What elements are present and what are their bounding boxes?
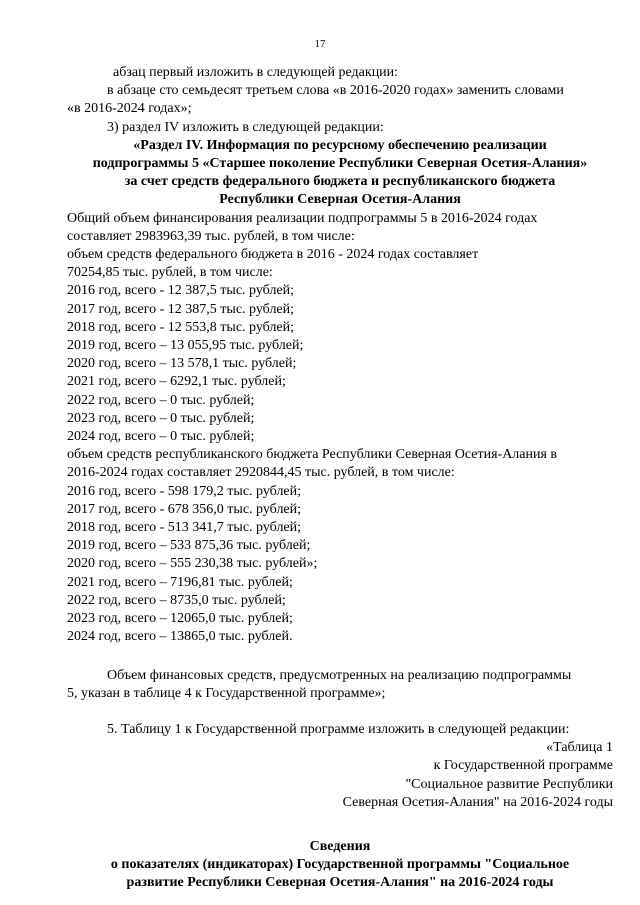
section-heading-line: Республики Северная Осетия-Алания — [219, 192, 461, 208]
info-heading-title: Сведения — [309, 838, 371, 854]
table-caption-line: "Социальное развитие Республики — [405, 776, 613, 792]
total-line-1: Общий объем финансирования реализации подпрограммы 5 в 2016-2024 годах — [67, 210, 538, 226]
federal-year-item: 2023 год, всего – 0 тыс. рублей; — [67, 410, 255, 426]
section-heading-line: «Раздел IV. Информация по ресурсному обеспечению реализации — [133, 137, 547, 153]
federal-year-item: 2020 год, всего – 13 578,1 тыс. рублей; — [67, 356, 297, 372]
section-heading — [67, 137, 613, 210]
republic-year-item: 2021 год, всего – 7196,81 тыс. рублей; — [67, 574, 293, 590]
republic-line-1: объем средств республиканского бюджета Республики Северная Осетия-Алания в — [67, 447, 558, 463]
closing-paragraph — [67, 667, 613, 703]
federal-year-item: 2016 год, всего - 12 387,5 тыс. рублей; — [67, 283, 295, 299]
federal-year-item: 2024 год, всего – 0 тыс. рублей; — [67, 429, 255, 445]
republic-years-list — [67, 483, 613, 647]
republic-year-item: 2023 год, всего – 12065,0 тыс. рублей; — [67, 611, 293, 627]
intro-line-1: абзац первый изложить в следующей редакции: — [113, 65, 399, 80]
republic-year-item: 2022 год, всего – 8735,0 тыс. рублей; — [67, 592, 286, 608]
item-5-paragraph: 5. Таблицу 1 к Государственной программе изложить в следующей редакции: — [107, 721, 570, 737]
page-number: 17 — [314, 38, 326, 50]
federal-year-item: 2022 год, всего – 0 тыс. рублей; — [67, 392, 255, 408]
republic-year-item: 2017 год, всего - 678 356,0 тыс. рублей; — [67, 501, 302, 517]
document-body — [67, 64, 613, 893]
info-heading — [67, 838, 613, 893]
total-line-2: составляет 2983963,39 тыс. рублей, в том числе: — [67, 228, 355, 244]
info-heading-line: о показателях (индикаторах) Государственной программы "Социальное — [110, 857, 570, 873]
info-heading-line: развитие Республики Северная Осетия-Алания" на 2016-2024 годы — [126, 875, 554, 891]
section-heading-line: подпрограммы 5 «Старшее поколение Республики Северная Осетия-Алания» — [92, 156, 588, 172]
table-caption-line: Северная Осетия-Алания" на 2016-2024 годы — [342, 794, 613, 810]
federal-year-item: 2021 год, всего – 6292,1 тыс. рублей; — [67, 374, 286, 390]
republic-year-item: 2018 год, всего - 513 341,7 тыс. рублей; — [67, 520, 302, 536]
table-caption-line: «Таблица 1 — [546, 740, 613, 756]
federal-line-2: 70254,85 тыс. рублей, в том числе: — [67, 265, 273, 281]
table-caption — [67, 739, 613, 812]
intro-line-3: 3) раздел IV изложить в следующей редакции: — [107, 119, 384, 135]
intro-line-2b: «в 2016-2024 годах»; — [67, 101, 192, 117]
federal-years-list — [67, 282, 613, 446]
intro-line-2a: в абзаце сто семьдесят третьем слова «в 2016-2020 годах» заменить словами — [107, 83, 564, 99]
republic-year-item: 2019 год, всего – 533 875,36 тыс. рублей; — [67, 538, 311, 554]
closing-line-2: 5, указан в таблице 4 к Государственной программе»; — [67, 685, 386, 701]
federal-year-item: 2019 год, всего – 13 055,95 тыс. рублей; — [67, 338, 304, 354]
federal-year-item: 2018 год, всего - 12 553,8 тыс. рублей; — [67, 319, 295, 335]
table-caption-line: к Государственной программе — [433, 758, 613, 774]
republic-year-item: 2024 год, всего – 13865,0 тыс. рублей. — [67, 629, 293, 645]
federal-line-1: объем средств федерального бюджета в 2016 - 2024 годах составляет — [67, 247, 479, 263]
federal-year-item: 2017 год, всего - 12 387,5 тыс. рублей; — [67, 301, 295, 317]
republic-year-item: 2016 год, всего - 598 179,2 тыс. рублей; — [67, 483, 302, 499]
closing-line-1: Объем финансовых средств, предусмотренных на реализацию подпрограммы — [107, 667, 572, 683]
republic-year-item: 2020 год, всего – 555 230,38 тыс. рублей»; — [67, 556, 318, 572]
republic-line-2: 2016-2024 годах составляет 2920844,45 тыс. рублей, в том числе: — [67, 465, 455, 481]
section-heading-line: за счет средств федерального бюджета и республиканского бюджета — [124, 174, 556, 190]
